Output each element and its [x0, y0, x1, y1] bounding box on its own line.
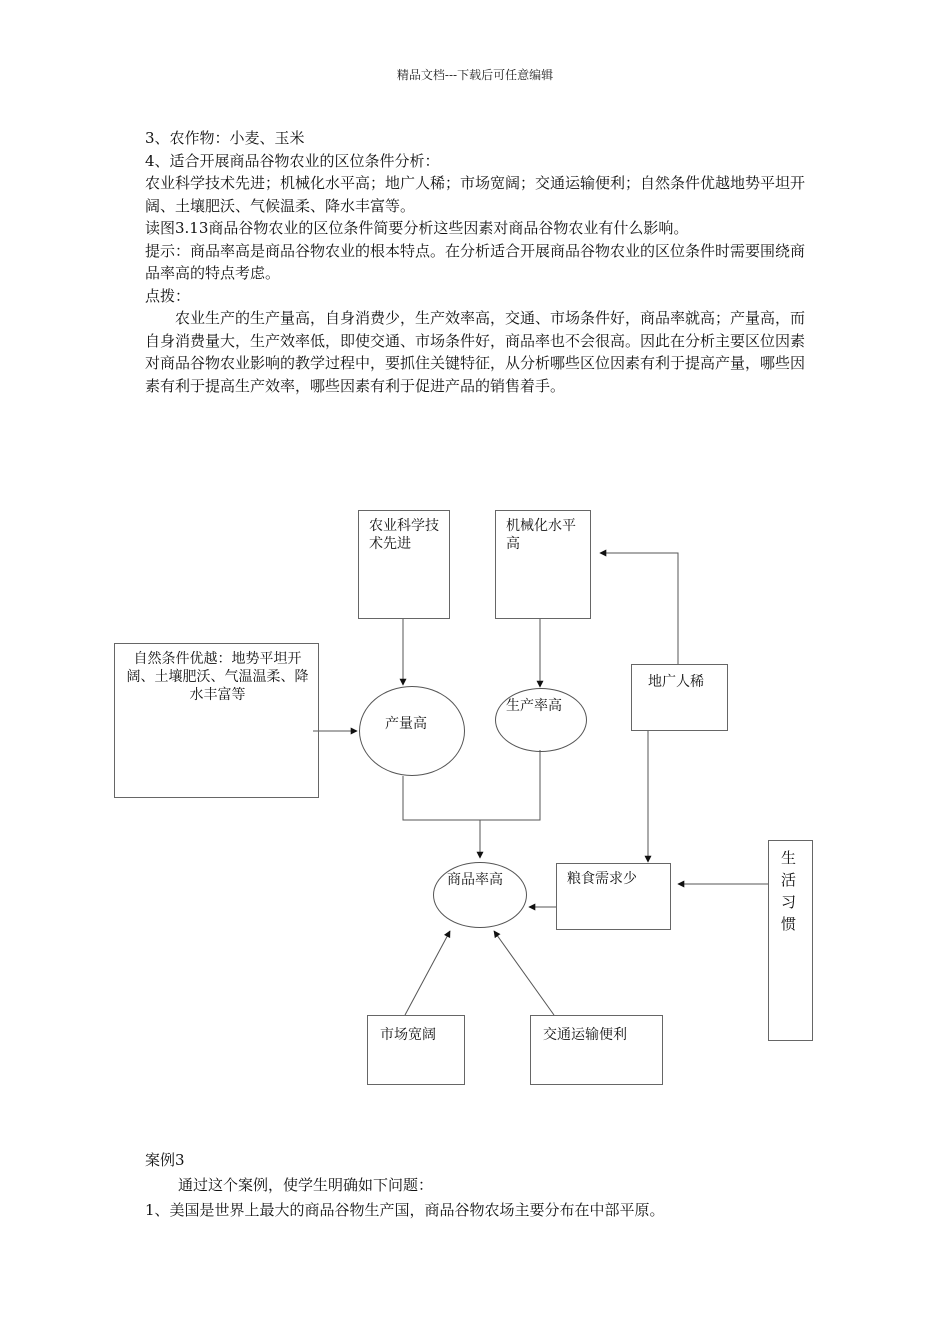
- body-text: [145, 127, 807, 397]
- node-transport-label: 交通运输便利: [543, 1027, 627, 1043]
- node-land-label: 地广人稀: [648, 674, 704, 690]
- node-market: [367, 1015, 465, 1085]
- node-natural: [114, 643, 319, 798]
- node-efficiency-label: 生产率高: [506, 698, 562, 714]
- node-output-label: 产量高: [385, 716, 427, 732]
- paragraph-guidance: 农业生产的生产量高，自身消费少，生产效率高，交通、市场条件好，商品率就高；产量高，而自身消费量大，生产效率低，即使交通、市场条件好，商品率也不会很高。因此在分析主要区位因素对商品谷物农业影响的教学过程中，要抓住关键特征，从分析哪些区位因素有利于提高产量，哪些因素有利于提高生产效率，哪些因素有利于促进产品的销售着手。: [145, 309, 806, 395]
- node-food-demand: [556, 863, 671, 930]
- page-header: 精品文档---下载后可任意编辑: [396, 68, 554, 82]
- node-food-demand-label: 粮食需求少: [567, 871, 637, 887]
- paragraph-crops: 3、农作物：小麦、玉米: [145, 129, 305, 147]
- node-commodity: [433, 862, 527, 928]
- node-tech-label: 农业科学技术先进: [369, 518, 439, 552]
- paragraph-read-figure: 读图3.13商品谷物农业的区位条件简要分析这些因素对商品谷物农业有什么影响。: [145, 219, 689, 237]
- node-tech: [358, 510, 450, 619]
- paragraph-guidance-heading: 点拨：: [145, 286, 191, 305]
- node-mech-label: 机械化水平高: [506, 518, 576, 552]
- node-mech: [495, 510, 591, 619]
- case-intro: 通过这个案例，使学生明确如下问题：: [178, 1176, 434, 1194]
- paragraph-hint: 提示：商品率高是商品谷物农业的根本特点。在分析适合开展商品谷物农业的区位条件时需要围绕商品率高的特点考虑。: [145, 241, 806, 282]
- node-natural-label: 自然条件优越：地势平坦开阔、土壤肥沃、气温温柔、降水丰富等: [126, 651, 309, 703]
- node-habit-label: 生活习惯: [781, 849, 797, 933]
- paragraph-conditions-heading: 4、适合开展商品谷物农业的区位条件分析：: [145, 151, 440, 170]
- paragraph-conditions: 农业科学技术先进；机械化水平高；地广人稀；市场宽阔；交通运输便利；自然条件优越地势平坦开阔、土壤肥沃、气候温柔、降水丰富等。: [145, 174, 806, 215]
- case-title: 案例3: [145, 1151, 185, 1169]
- node-habit: [768, 840, 813, 1041]
- case-item-1: 1、美国是世界上最大的商品谷物生产国，商品谷物农场主要分布在中部平原。: [145, 1201, 665, 1219]
- node-output: [359, 686, 465, 776]
- node-transport: [530, 1015, 663, 1085]
- node-efficiency: [495, 688, 587, 752]
- node-land: [631, 664, 728, 731]
- node-market-label: 市场宽阔: [380, 1027, 436, 1043]
- case-section: [145, 1148, 807, 1223]
- node-commodity-label: 商品率高: [447, 872, 503, 888]
